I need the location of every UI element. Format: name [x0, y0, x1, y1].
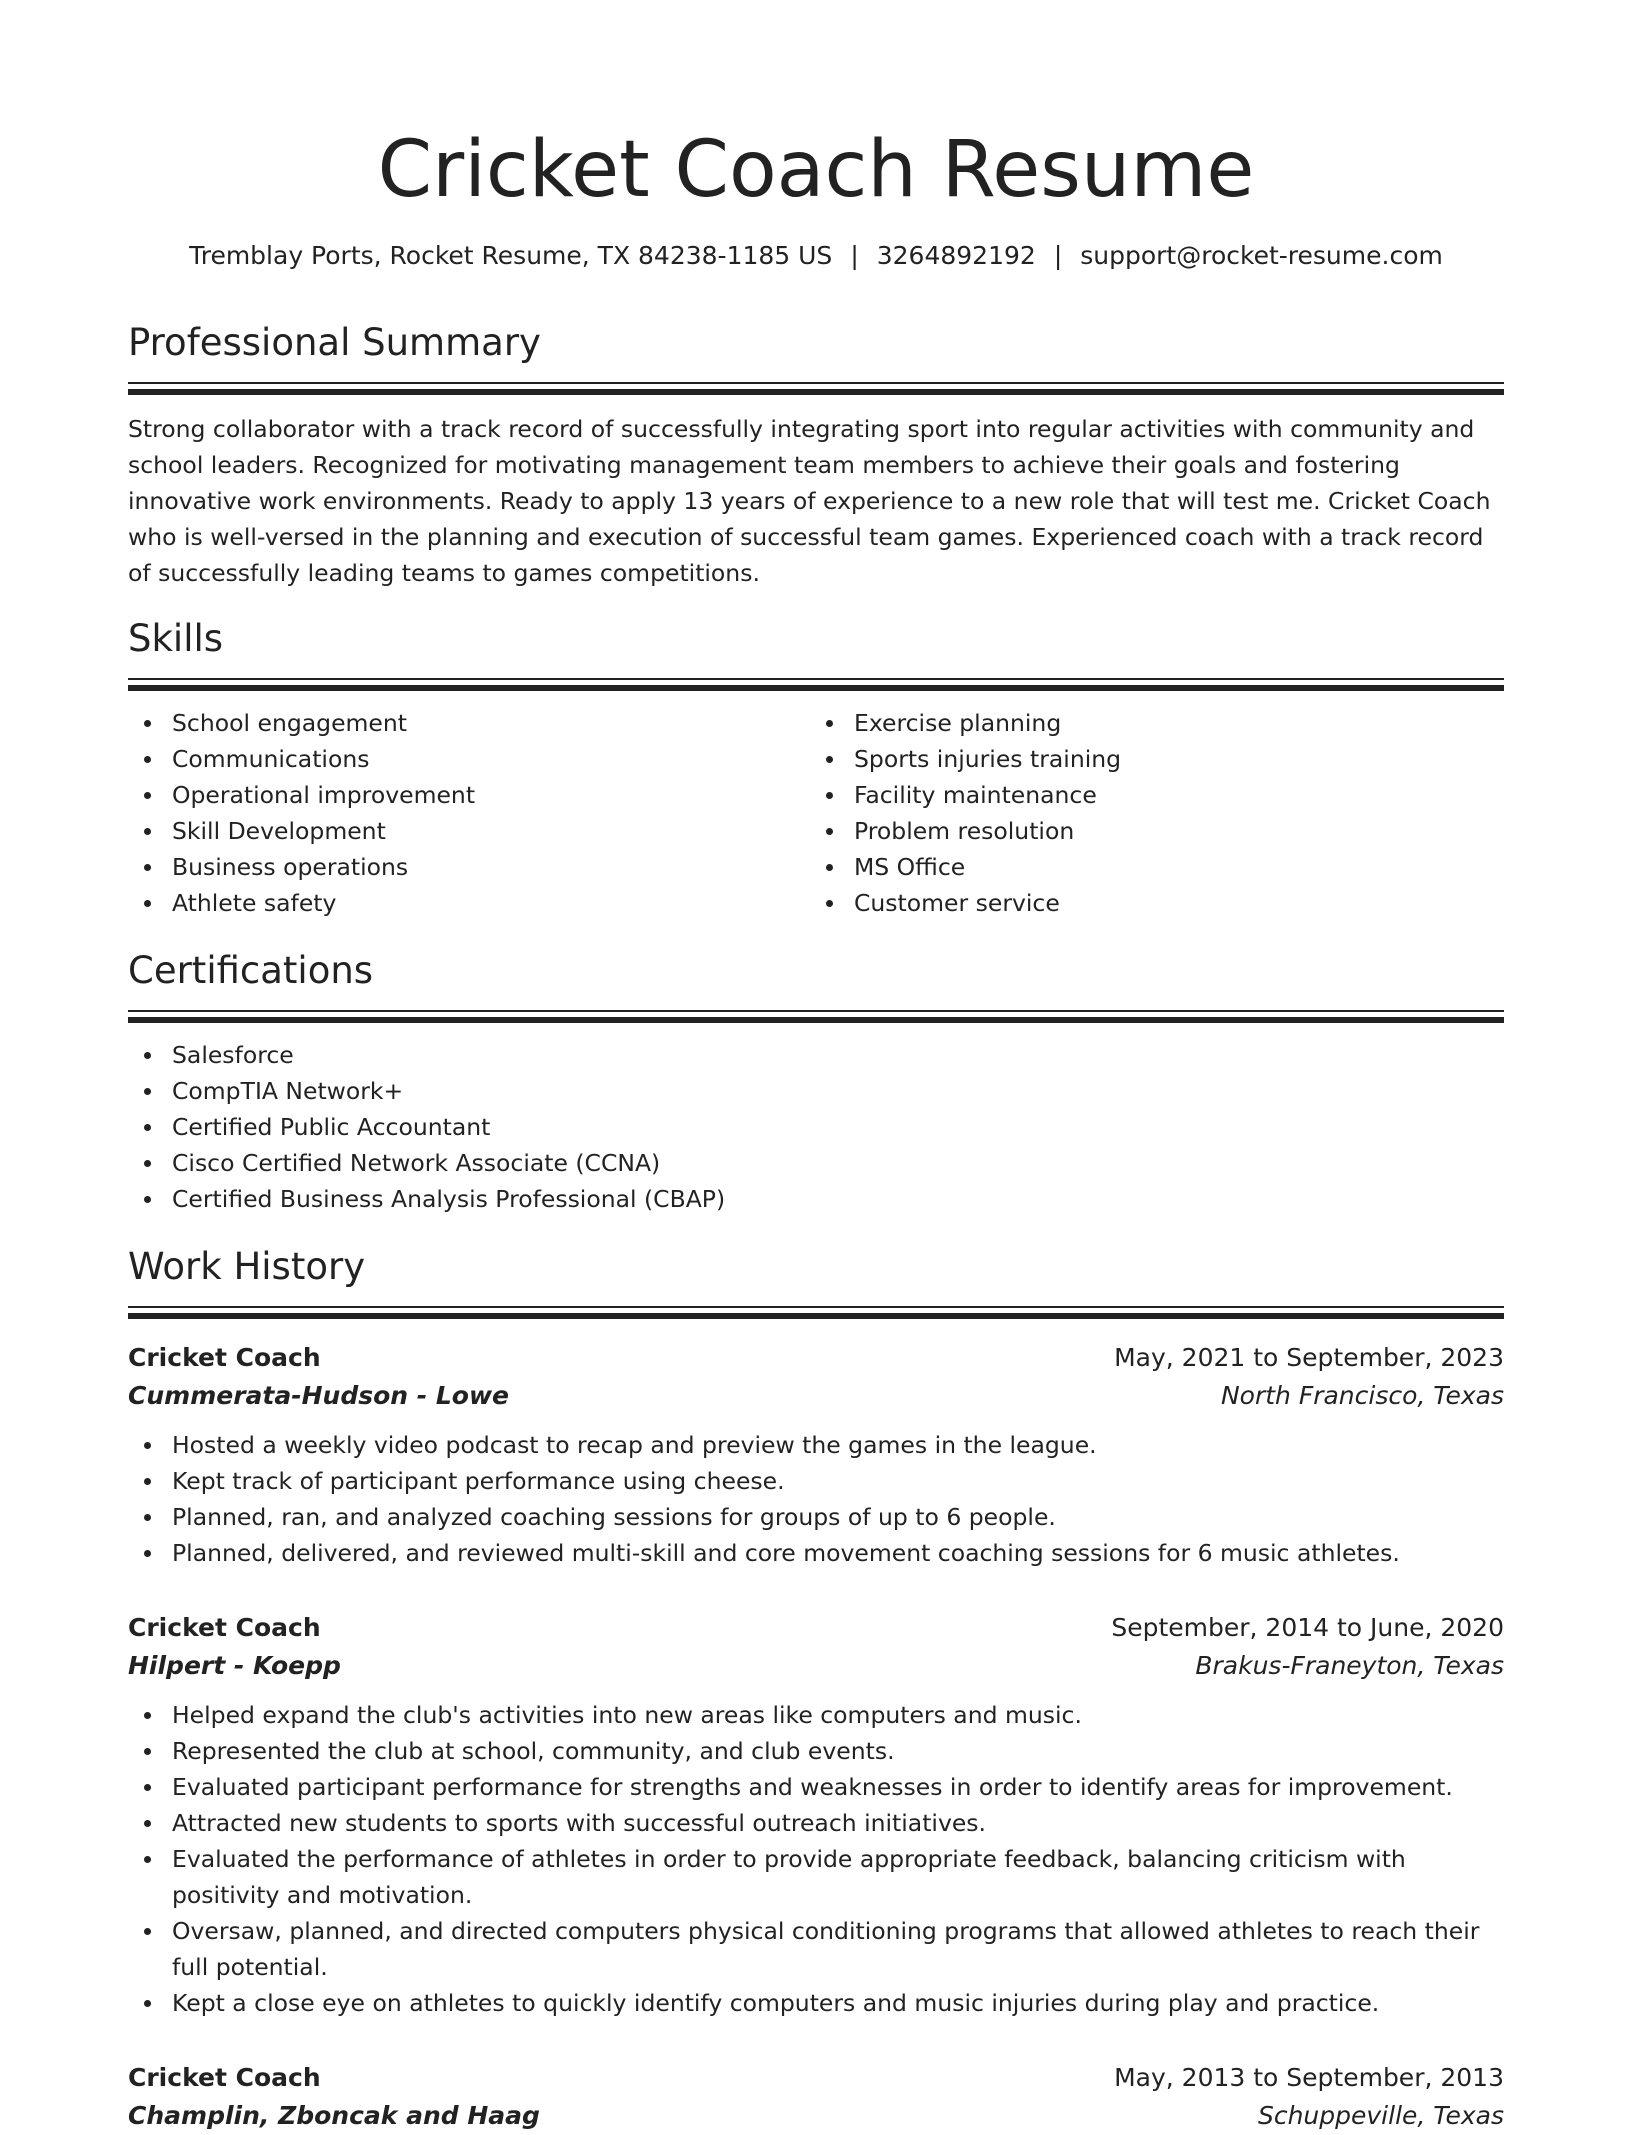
list-item: Helped expand the club's activities into new areas like computers and music.	[172, 1697, 1504, 1733]
job-duties-list	[128, 1697, 1504, 2021]
job-dates: May, 2013 to September, 2013	[1114, 2063, 1504, 2092]
list-item: Customer service	[854, 885, 1486, 921]
list-item: Business operations	[172, 849, 804, 885]
certifications-section	[128, 948, 1504, 1217]
job-duties-list	[128, 1427, 1504, 1571]
job-subheader	[128, 1647, 1504, 1685]
list-item: Skill Development	[172, 813, 804, 849]
list-item: Oversaw, planned, and directed computers physical conditioning programs that allowed athletes to reach their full potential.	[172, 1913, 1504, 1985]
job-location: Schuppeville, Texas	[1257, 2101, 1504, 2130]
list-item: Kept a close eye on athletes to quickly identify computers and music injuries during play and practice.	[172, 1985, 1504, 2021]
section-title-summary: Professional Summary	[128, 321, 541, 364]
list-item: Attracted new students to sports with successful outreach initiatives.	[172, 1805, 1504, 1841]
section-divider	[128, 1306, 1504, 1319]
contact-email: support@rocket-resume.com	[1080, 241, 1443, 270]
list-item: Certified Business Analysis Professional (CBAP)	[172, 1181, 1504, 1217]
job-dates: May, 2021 to September, 2023	[1114, 1343, 1504, 1372]
list-item: CompTIA Network+	[172, 1073, 1504, 1109]
contact-separator: |	[850, 241, 859, 270]
contact-line	[0, 238, 1632, 274]
section-title-work: Work History	[128, 1245, 366, 1288]
job-title: Cricket Coach	[128, 1613, 321, 1642]
resume-title: Cricket Coach Resume	[377, 125, 1255, 215]
section-title-skills: Skills	[128, 617, 224, 660]
list-item: Communications	[172, 741, 804, 777]
skills-list-right	[804, 705, 1486, 921]
job-header	[128, 1609, 1504, 1647]
job-title: Cricket Coach	[128, 1343, 321, 1372]
list-item: Evaluated participant performance for strengths and weaknesses in order to identify areas for improvement.	[172, 1769, 1504, 1805]
list-item: School engagement	[172, 705, 804, 741]
job-company: Hilpert - Koepp	[128, 1651, 341, 1680]
job-subheader	[128, 1377, 1504, 1415]
summary-text: Strong collaborator with a track record of successfully integrating sport into regular activities with community and school leaders. Recognized for motivating management team members to achieve their goals and fostering innovative work environments. Ready to apply 13 years of experience to a new role that will test me. Cricket Coach who is well-versed in the planning and execution of successful team games. Experienced coach with a track record of successfully leading teams to games competitions.	[128, 415, 1491, 587]
section-title-certifications: Certifications	[128, 949, 374, 992]
jobs-list	[128, 1339, 1504, 2135]
list-item: Cisco Certified Network Associate (CCNA)	[172, 1145, 1504, 1181]
list-item: Kept track of participant performance using cheese.	[172, 1463, 1504, 1499]
section-divider	[128, 382, 1504, 395]
contact-separator: |	[1053, 241, 1063, 270]
list-item: MS Office	[854, 849, 1486, 885]
work-section	[128, 1244, 1504, 2135]
section-divider	[128, 678, 1504, 691]
contact-address: Tremblay Ports, Rocket Resume, TX 84238-1185 US	[189, 241, 833, 270]
contact-phone: 3264892192	[876, 241, 1036, 270]
summary-section	[128, 320, 1504, 591]
list-item: Represented the club at school, community, and club events.	[172, 1733, 1504, 1769]
job-company: Champlin, Zboncak and Haag	[128, 2101, 540, 2130]
job-header	[128, 2059, 1504, 2097]
list-item: Operational improvement	[172, 777, 804, 813]
list-item: Exercise planning	[854, 705, 1486, 741]
job-header	[128, 1339, 1504, 1377]
job-entry	[128, 1609, 1504, 2021]
job-entry	[128, 1339, 1504, 1571]
list-item: Evaluated the performance of athletes in order to provide appropriate feedback, balancing criticism with positivity and motivation.	[172, 1841, 1504, 1913]
list-item: Planned, delivered, and reviewed multi-skill and core movement coaching sessions for 6 music athletes.	[172, 1535, 1504, 1571]
list-item: Salesforce	[172, 1037, 1504, 1073]
list-item: Sports injuries training	[854, 741, 1486, 777]
list-item: Facility maintenance	[854, 777, 1486, 813]
skills-grid	[128, 705, 1504, 921]
certifications-list	[128, 1037, 1504, 1217]
list-item: Problem resolution	[854, 813, 1486, 849]
list-item: Hosted a weekly video podcast to recap and preview the games in the league.	[172, 1427, 1504, 1463]
skills-list-left	[128, 705, 804, 921]
list-item: Athlete safety	[172, 885, 804, 921]
list-item: Planned, ran, and analyzed coaching sessions for groups of up to 6 people.	[172, 1499, 1504, 1535]
job-location: Brakus-Franeyton, Texas	[1195, 1651, 1504, 1680]
job-entry	[128, 2059, 1504, 2135]
job-company: Cummerata-Hudson - Lowe	[128, 1381, 510, 1410]
list-item: Certified Public Accountant	[172, 1109, 1504, 1145]
section-divider	[128, 1010, 1504, 1023]
job-dates: September, 2014 to June, 2020	[1111, 1613, 1504, 1642]
job-location: North Francisco, Texas	[1220, 1381, 1504, 1410]
job-title: Cricket Coach	[128, 2063, 321, 2092]
skills-section	[128, 616, 1504, 921]
job-subheader	[128, 2097, 1504, 2135]
